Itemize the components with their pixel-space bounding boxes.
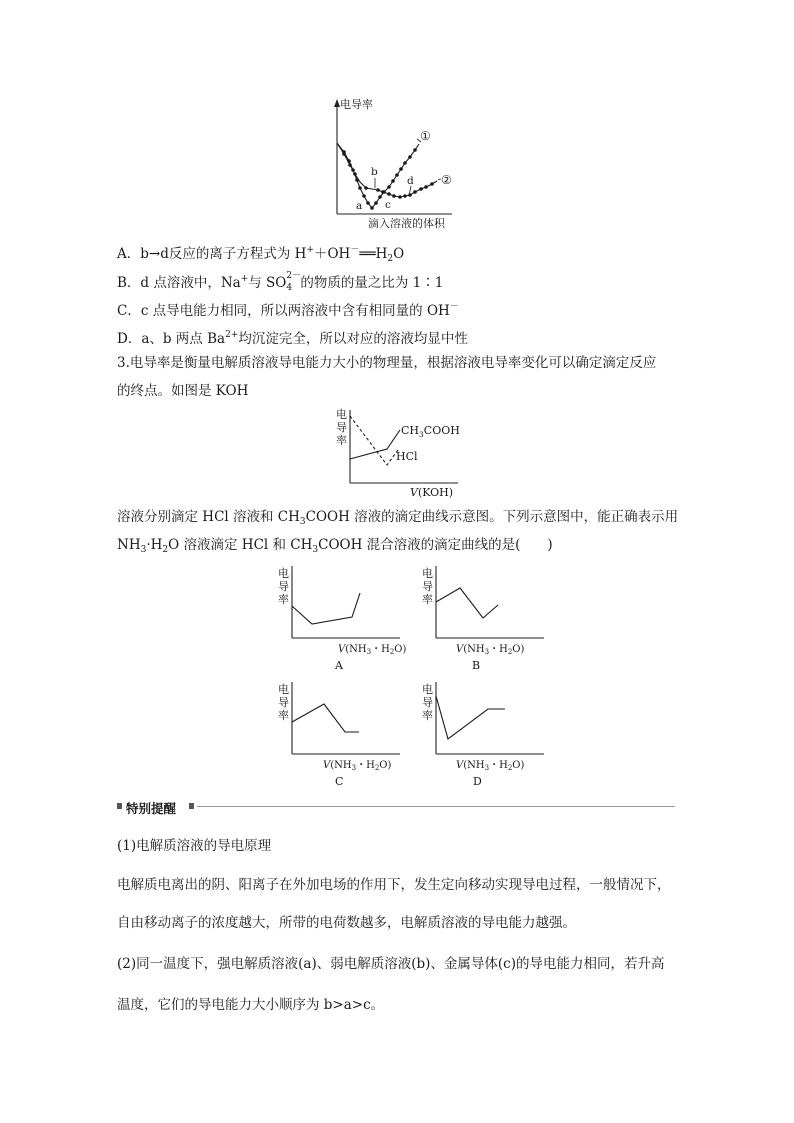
curve-1-dots: [342, 148, 417, 210]
choice-c-label: C: [335, 775, 344, 788]
choice-d-xlabel: $V(NH_3$・$H_2O$): [456, 760, 525, 772]
conductivity-figure-1: [320, 96, 470, 231]
q3-line-4: $NH_3\cdot H_2O$ 溶液滴定 HCl 和 $CH_3COOH$ 混合溶液的滴定曲线的是( ): [117, 537, 553, 555]
option-c: C．c 点导电能力相同，所以两溶液中含有相同量的 OH－: [117, 302, 459, 319]
tip-title: 特别提醒: [126, 801, 177, 816]
fig2-hcl-label: HCl: [396, 450, 418, 463]
choice-c-xlabel: $V(NH_3$・$H_2O$): [323, 760, 392, 772]
tip-divider: [197, 806, 675, 807]
choice-b-curve: [436, 588, 498, 618]
choice-chart-a: [272, 562, 407, 677]
hcl-curve: [350, 416, 398, 465]
tip-paragraph-2: 电解质电离出的阴、阳离子在外加电场的作用下，发生定向移动实现导电过程，一般情况下，: [117, 877, 671, 893]
q3-line-1: 3.电导率是衡量电解质溶液导电能力大小的物理量，根据溶液电导率变化可以确定滴定反应: [117, 355, 657, 371]
svg-text:率: 率: [422, 593, 433, 606]
choice-a-curve: [292, 593, 360, 624]
choice-c-curve: [292, 704, 359, 732]
choice-a-label: A: [335, 659, 343, 672]
fig2-xlabel: V(KOH): [410, 486, 454, 499]
curve-1-label: ①: [420, 129, 431, 143]
fig2-ch3cooh-label: $CH_3COOH$: [401, 424, 460, 439]
svg-text:电: 电: [278, 567, 289, 580]
svg-text:导: 导: [278, 580, 289, 593]
point-label-b: b: [371, 166, 378, 178]
equals-arrow: ══: [359, 246, 376, 262]
option-d: D．a、b 两点 $Ba^{2+}$均沉淀完全，所以对应的溶液均显中性: [117, 330, 468, 347]
svg-text:导: 导: [422, 696, 433, 709]
svg-text:导: 导: [278, 696, 289, 709]
svg-text:电: 电: [422, 683, 433, 696]
fig1-xlabel: 滴入溶液的体积: [368, 217, 445, 230]
tip-paragraph-1: (1)电解质溶液的导电原理: [117, 838, 272, 854]
svg-text:率: 率: [278, 593, 289, 606]
koh-titration-figure: [330, 406, 470, 501]
tip-paragraph-5: 温度，它们的导电能力大小顺序为 b>a>c。: [117, 997, 385, 1013]
choice-chart-c: [272, 678, 407, 793]
choice-chart-b: [416, 562, 551, 677]
svg-text:导: 导: [422, 580, 433, 593]
tip-marker-right: [189, 803, 194, 809]
tip-paragraph-3: 自由移动离子的浓度越大，所带的电荷数越多，电解质溶液的导电能力越强。: [117, 915, 576, 931]
choice-chart-d: [416, 678, 551, 793]
choice-a-xlabel: $V(NH_3$・$H_2O$): [338, 644, 407, 656]
curve-2-label: ②: [441, 173, 452, 187]
fig1-ylabel: 电导率: [340, 98, 373, 111]
choice-b-label: B: [472, 659, 481, 672]
svg-text:率: 率: [422, 709, 433, 722]
point-label-a: a: [356, 200, 363, 212]
q3-line-3: 溶液分别滴定 HCl 溶液和 $CH_3COOH$ 溶液的滴定曲线示意图。下列示意图中，能正确表示用: [117, 509, 679, 527]
tip-paragraph-4: (2)同一温度下，强电解质溶液(a)、弱电解质溶液(b)、金属导体(c)的导电能力相同，若升高: [117, 956, 665, 972]
point-label-c: c: [385, 199, 391, 211]
fig2-ylabel-2: 导: [336, 421, 347, 434]
option-b: B．d 点溶液中，Na+与 SO 2－ 4 的物质的量之比为 1∶1: [117, 271, 444, 293]
svg-text:电: 电: [422, 567, 433, 580]
choice-d-curve: [436, 696, 505, 739]
svg-text:电: 电: [278, 683, 289, 696]
fig2-ylabel-3: 率: [336, 434, 347, 447]
curve-2-dots: [342, 152, 434, 199]
svg-text:率: 率: [278, 709, 289, 722]
ch3cooh-curve: [350, 430, 400, 459]
fig2-ylabel-1: 电: [336, 408, 347, 421]
option-a: A．b→d反应的离子方程式为 $H^++OH^-══H_2O$: [117, 245, 405, 264]
choice-d-label: D: [473, 775, 482, 788]
q3-line-2: 的终点。如图是 KOH: [117, 383, 249, 399]
tip-marker-left: [117, 803, 122, 809]
point-label-d: d: [407, 175, 414, 187]
choice-b-xlabel: $V(NH_3$・$H_2O$): [456, 644, 525, 656]
